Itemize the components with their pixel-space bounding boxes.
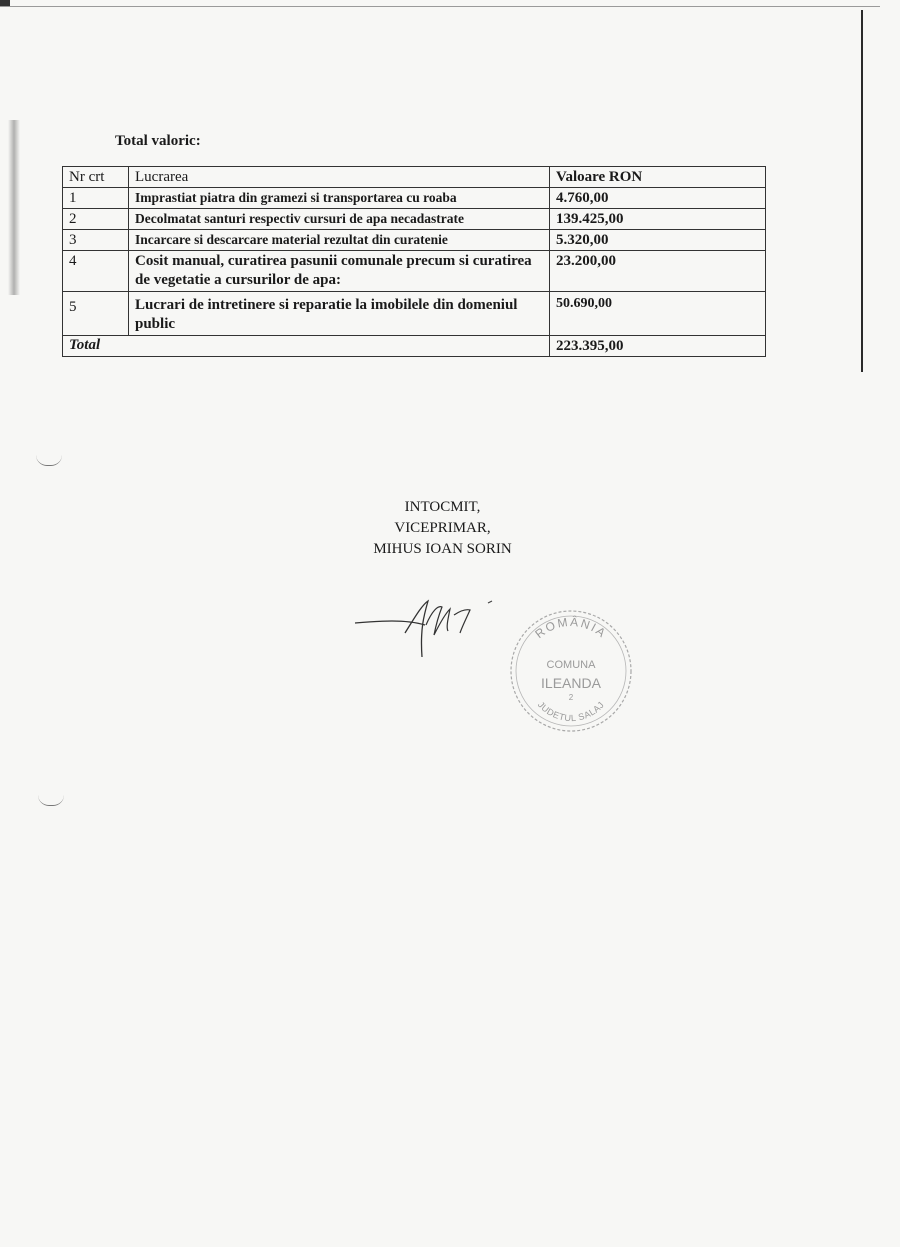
scan-left-smudge: [8, 120, 20, 295]
header-value: Valoare RON: [550, 167, 766, 188]
table-row: [63, 251, 766, 292]
stamp-number: 2: [568, 693, 574, 702]
header-nr: Nr crt: [63, 167, 129, 188]
row-nr: 5: [63, 292, 129, 336]
row-work: Lucrari de intretinere si reparatie la imobilele din domeniul public: [129, 292, 550, 336]
works-table: [62, 166, 766, 357]
header-work: Lucrarea: [129, 167, 550, 188]
handwritten-signature: [350, 595, 500, 665]
table-row: [63, 292, 766, 336]
row-value: 23.200,00: [550, 251, 766, 292]
row-value: 5.320,00: [550, 230, 766, 251]
stamp-country: ROMÂNIA: [532, 614, 610, 642]
row-nr: 1: [63, 188, 129, 209]
table-row: [63, 230, 766, 251]
row-nr: 3: [63, 230, 129, 251]
total-value: 223.395,00: [550, 336, 766, 357]
signoff-role: INTOCMIT,: [404, 499, 481, 515]
row-nr: 2: [63, 209, 129, 230]
table-row: [63, 209, 766, 230]
row-work: Incarcare si descarcare material rezultat din curatenie: [129, 230, 550, 251]
stamp-commune-name: ILEANDA: [541, 675, 601, 691]
section-heading: Total valoric:: [115, 133, 201, 149]
row-work: Decolmatat santuri respectiv cursuri de apa necadastrate: [129, 209, 550, 230]
row-nr: 4: [63, 251, 129, 292]
stamp-commune-label: COMUNA: [546, 659, 596, 671]
punch-hole-mark: [36, 455, 62, 466]
punch-hole-mark: [38, 795, 64, 806]
stamp-county: JUDETUL SALAJ: [535, 699, 607, 724]
table-header-row: [63, 167, 766, 188]
signoff-name: MIHUS IOAN SORIN: [373, 541, 512, 557]
row-value: 139.425,00: [550, 209, 766, 230]
row-value: 4.760,00: [550, 188, 766, 209]
row-value: 50.690,00: [550, 292, 766, 336]
signoff-title: VICEPRIMAR,: [394, 520, 491, 536]
row-work: Cosit manual, curatirea pasunii comunale precum si curatirea de vegetatie a cursurilor de apa:: [129, 251, 550, 292]
scan-right-edge: [861, 10, 863, 372]
official-stamp: [508, 608, 634, 734]
total-label: Total: [63, 336, 550, 357]
row-work: Imprastiat piatra din gramezi si transportarea cu roaba: [129, 188, 550, 209]
table-total-row: [63, 336, 766, 357]
table-row: [63, 188, 766, 209]
scan-top-edge: [0, 6, 880, 7]
signoff-block: [330, 497, 555, 560]
